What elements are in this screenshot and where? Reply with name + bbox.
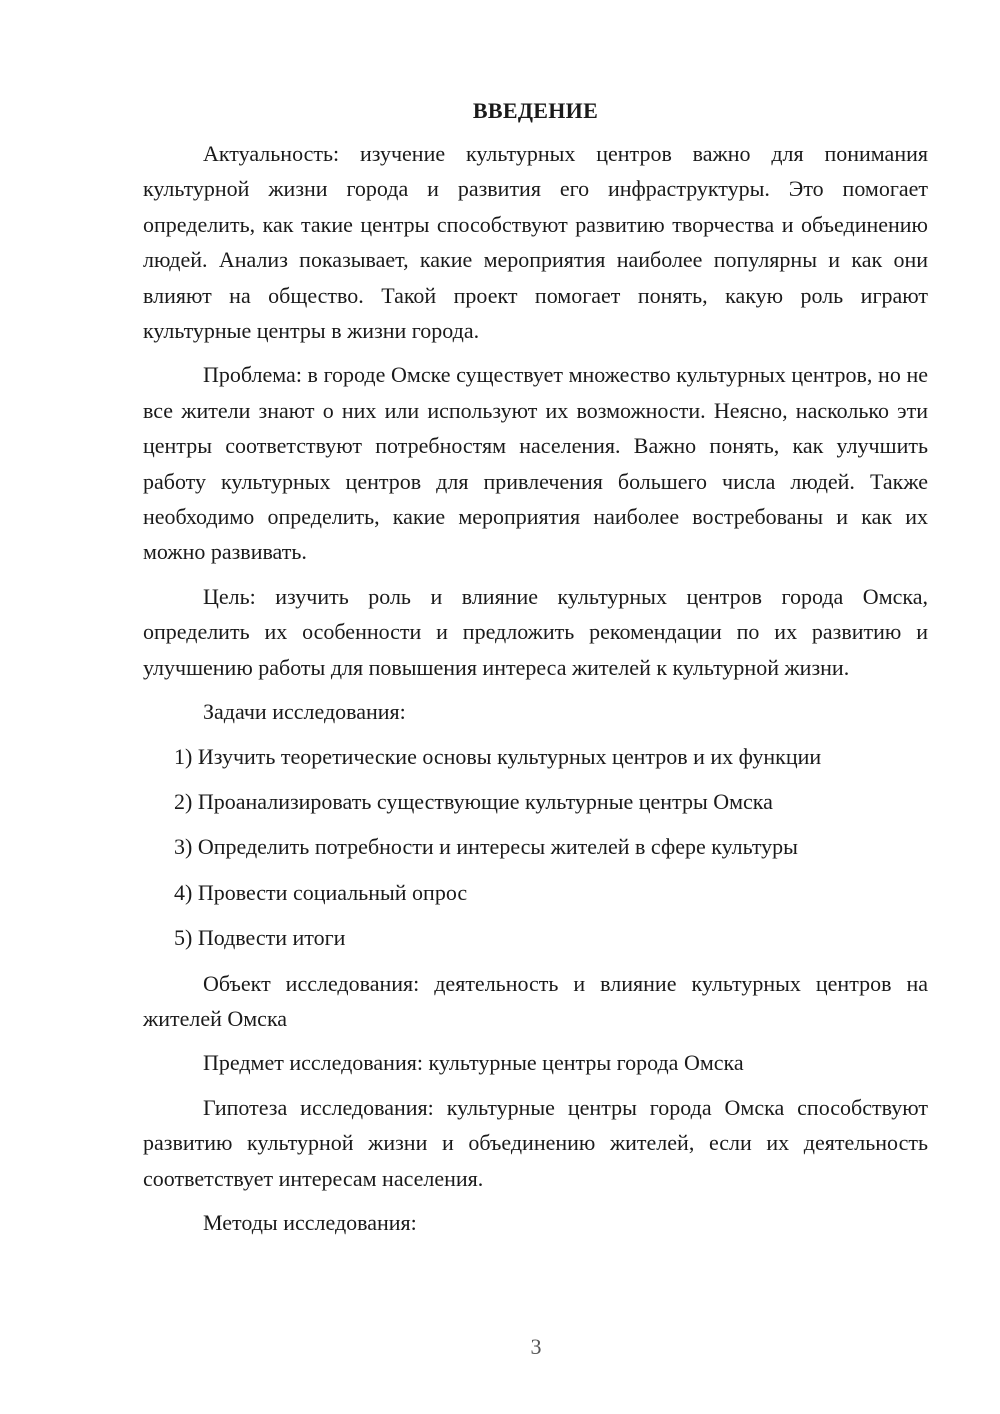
list-item: 1) Изучить теоретические основы культурных центров и их функции — [174, 743, 822, 769]
list-item: 5) Подвести итоги — [174, 925, 346, 951]
paragraph-goal: Цель: изучить роль и влияние культурных центров города Омска, определить их особенности и предложить рекомендации по их развитию и улучшению работы для повышения интереса жителей к культурной жизни. — [143, 583, 928, 680]
list-item: 4) Провести социальный опрос — [174, 879, 468, 905]
page-number: 3 — [530, 1334, 542, 1359]
tasks-heading: Задачи исследования: — [203, 699, 406, 725]
paragraph-hypothesis: Гипотеза исследования: культурные центры города Омска способствуют развитию культурной жизни и объединению жителей, если их деятельность соответствует интересам населения. — [143, 1094, 928, 1191]
paragraph-problem: Проблема: в городе Омске существует множество культурных центров, но не все жители знают о них или используют их возможности. Неясно, насколько эти центры соответствуют потребностям населения. Важно понять, как улучшить работу культурных центров для привлечения большего числа людей. Также необходимо определить, какие мероприятия наиболее востребованы и как их можно развивать. — [143, 362, 928, 565]
paragraph-methods: Методы исследования: — [203, 1209, 417, 1235]
tasks-list — [143, 739, 928, 956]
paragraph-object: Объект исследования: деятельность и влияние культурных центров на жителей Омска — [143, 970, 928, 1031]
list-item: 3) Определить потребности и интересы жителей в сфере культуры — [174, 834, 798, 860]
paragraph-subject: Предмет исследования: культурные центры города Омска — [203, 1050, 744, 1076]
document-page — [143, 94, 928, 1249]
list-item: 2) Проанализировать существующие культурные центры Омска — [174, 788, 773, 814]
document-title: ВВЕДЕНИЕ — [472, 98, 599, 123]
paragraph-relevance: Актуальность: изучение культурных центров важно для понимания культурной жизни города и развития его инфраструктуры. Это помогает определить, как такие центры способствуют развитию творчества и объединению людей. Анализ показывает, какие мероприятия наиболее популярны и как они влияют на общество. Такой проект помогает понять, какую роль играют культурные центры в жизни города. — [143, 141, 928, 344]
